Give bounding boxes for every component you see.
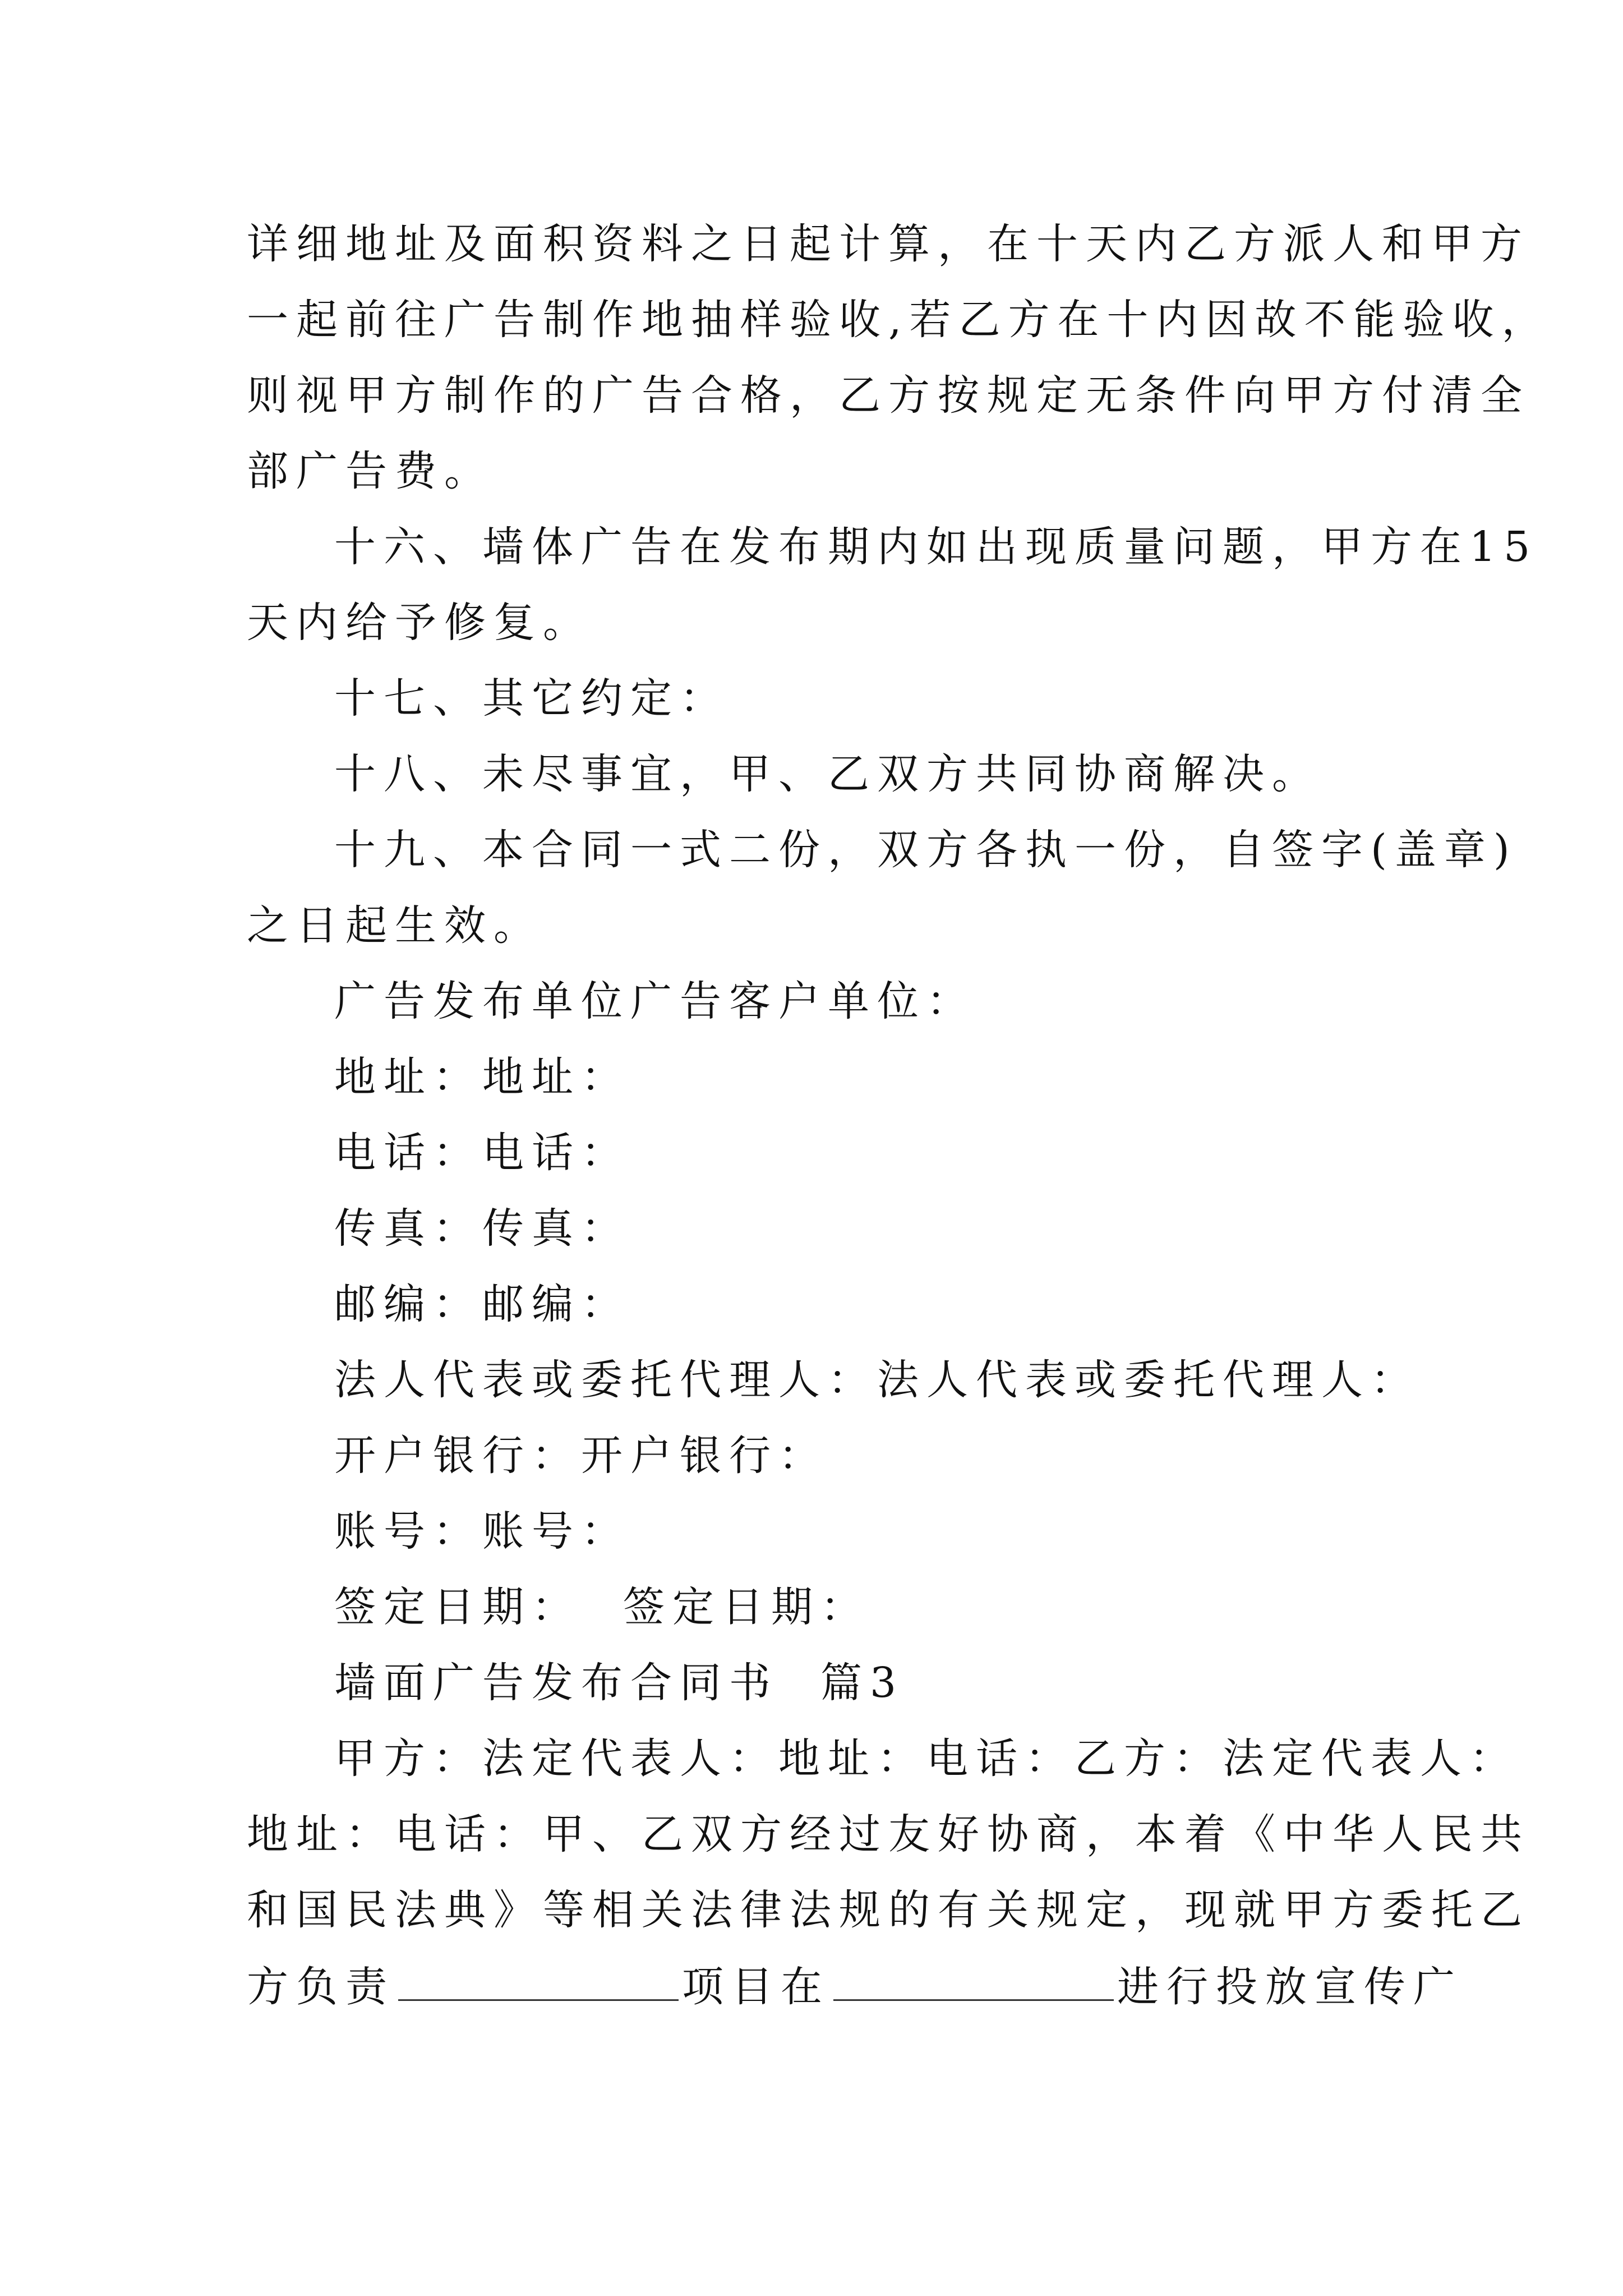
clause-17: 十七、其它约定： — [334, 674, 729, 723]
clause-18: 十八、未尽事宜，甲、乙双方共同协商解决。 — [334, 750, 1321, 798]
address-field: 地址：地址： — [334, 1053, 630, 1101]
text-segment: 项目在 — [682, 1963, 830, 2011]
section-heading: 墙面广告发布合同书 篇3 — [334, 1659, 905, 1707]
paragraph-line: 天内给予修复。 — [247, 599, 592, 647]
blank-underline — [398, 1958, 679, 2001]
paragraph-line: 部广告费。 — [247, 447, 494, 495]
parties-line: 甲方：法定代表人：地址：电话：乙方：法定代表人： — [334, 1734, 1519, 1783]
text-segment: 进行投放宣传广 — [1117, 1963, 1463, 2011]
clause-16: 十六、墙体广告在发布期内如出现质量问题，甲方在15 — [334, 523, 1538, 571]
paragraph-line: 详细地址及面积资料之日起计算，在十天内乙方派人和甲方 — [247, 220, 1530, 268]
bank-field: 开户银行：开户银行： — [334, 1432, 828, 1480]
paragraph-line: 之日起生效。 — [247, 901, 543, 950]
blank-underline — [833, 1958, 1114, 2001]
fax-field: 传真：传真： — [334, 1204, 630, 1253]
paragraph-line: 地址：电话：甲、乙双方经过友好协商，本着《中华人民共 — [247, 1810, 1530, 1858]
postcode-field: 邮编：邮编： — [334, 1280, 630, 1328]
paragraph-line: 则视甲方制作的广告合格，乙方按规定无条件向甲方付清全 — [247, 371, 1530, 420]
paragraph-line: 和国民法典》等相关法律法规的有关规定，现就甲方委托乙 — [247, 1886, 1530, 1934]
signing-date-field: 签定日期： 签定日期： — [334, 1583, 870, 1631]
phone-field: 电话：电话： — [334, 1129, 630, 1177]
signature-parties: 广告发布单位广告客户单位： — [334, 977, 976, 1025]
paragraph-line-with-blanks — [247, 1958, 1463, 2014]
account-field: 账号：账号： — [334, 1507, 630, 1556]
clause-19: 十九、本合同一式二份，双方各执一份，自签字(盖章) — [334, 826, 1518, 874]
text-segment: 方负责 — [247, 1963, 395, 2011]
paragraph-line: 一起前往广告制作地抽样验收,若乙方在十内因故不能验收， — [247, 296, 1551, 344]
legal-representative-field: 法人代表或委托代理人：法人代表或委托代理人： — [334, 1356, 1420, 1404]
